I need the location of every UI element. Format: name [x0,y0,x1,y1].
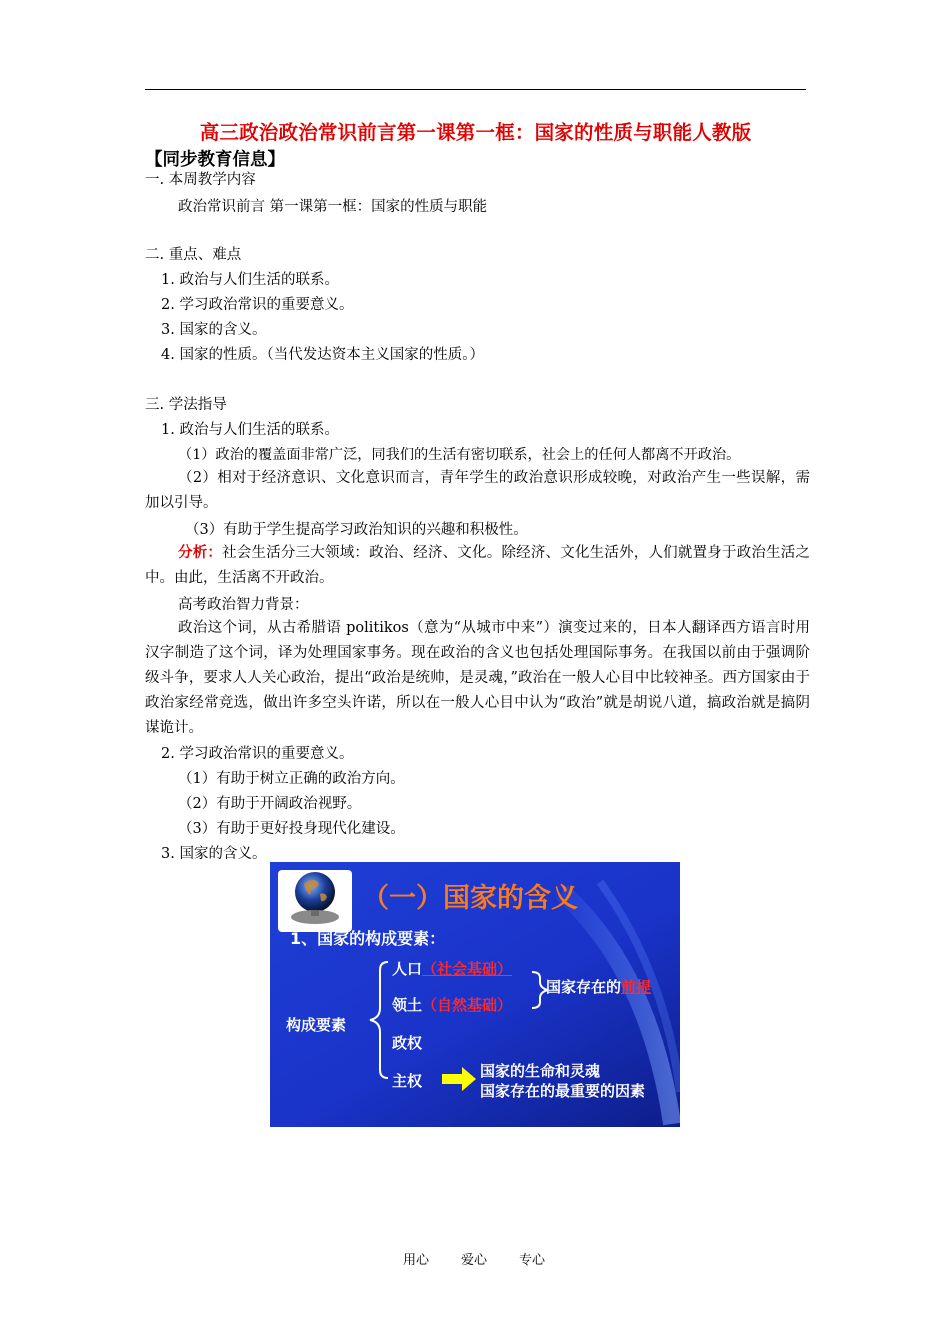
premise-label [546,976,651,997]
territory-item [392,994,512,1015]
population-label: 人口 [392,960,423,978]
method-2-point-3: （3）有助于更好投身现代化建设。 [178,821,405,837]
premise-emphasis: 前提 [621,978,652,996]
territory-label: 领土 [392,996,423,1014]
method-2-title: 2. 学习政治常识的重要意义。 [161,746,354,762]
sovereignty-desc-1: 国家的生命和灵魂 [480,1062,601,1080]
territory-note: （自然基础） [422,996,513,1014]
background-heading: 高考政治智力背景： [178,597,309,613]
slide-heading: （一）国家的含义 [362,883,578,914]
footer-text-1: 用心 [403,1253,430,1268]
part1-heading: 一. 本周教学内容 [145,172,256,188]
key-point-2: 2. 学习政治常识的重要意义。 [161,297,354,313]
method-2-point-1: （1）有助于树立正确的政治方向。 [178,771,405,787]
sovereignty-arrow [442,1067,476,1091]
population-item [392,958,512,979]
analysis-paragraph [145,541,810,591]
elements-root: 构成要素 [286,1016,347,1034]
key-point-3: 3. 国家的含义。 [161,322,267,338]
globe-icon [295,872,335,912]
key-point-1: 1. 政治与人们生活的联系。 [161,272,339,288]
footer-text-3: 专心 [519,1253,546,1268]
regime-item: 政权 [392,1034,423,1052]
analysis-text: 社会生活分三大领域：政治、经济、文化。除经济、文化生活外，人们就置身于政治生活之中。由此，生活离不开政治。 [145,545,810,586]
background-text: 政治这个词，从古希腊语 politikos（意为“从城市中来”）演变过来的，日本人翻译西方语言时用汉字制造了这个词，译为处理国家事务。现在政治的含义也包括处理国际事务。在我国以前由于强调阶级斗争，要求人人关心政治，提出“政治是统帅，是灵魂，”政治在一般人心目中比较神圣。西方国家由于政治家经常竞选，做出许多空头许诺，所以在一般人心目中认为“政治”就是胡说八道，搞政治就是搞阴谋诡计。 [145,620,810,736]
analysis-label: 分析： [178,545,223,561]
method-1-point-2: （2）相对于经济意识、文化意识而言，青年学生的政治意识形成较晚，对政治产生一些误解，需加以引导。 [145,470,810,511]
main-brace [370,962,388,1078]
state-definition-slide [270,862,680,1127]
premise-prefix: 国家存在的 [546,978,622,996]
method-2-point-2: （2）有助于开阔政治视野。 [178,796,362,812]
key-point-4: 4. 国家的性质。（当代发达资本主义国家的性质。） [161,347,484,363]
footer-text-2: 爱心 [461,1253,488,1268]
method-1-point-1: （1）政治的覆盖面非常广泛，同我们的生活有密切联系，社会上的任何人都离不开政治。 [178,447,741,463]
part3-heading: 三. 学法指导 [145,397,227,413]
section-heading: 【同步教育信息】 [145,150,285,170]
sovereignty-desc-2: 国家存在的最重要的因素 [480,1082,646,1100]
method-1-point-3: （3）有助于学生提高学习政治知识的兴趣和积极性。 [185,522,528,538]
document-title: 高三政治政治常识前言第一课第一框：国家的性质与职能人教版 [199,121,752,144]
part1-content: 政治常识前言 第一课第一框：国家的性质与职能 [178,199,488,215]
slide-subheading: 1、国家的构成要素： [290,929,446,948]
method-3-title: 3. 国家的含义。 [161,846,267,862]
population-note: （社会基础） [422,960,513,978]
method-1-title: 1. 政治与人们生活的联系。 [161,422,339,438]
part2-heading: 二. 重点、难点 [145,247,242,263]
header-rule [145,89,806,90]
sovereignty-item: 主权 [392,1072,423,1090]
